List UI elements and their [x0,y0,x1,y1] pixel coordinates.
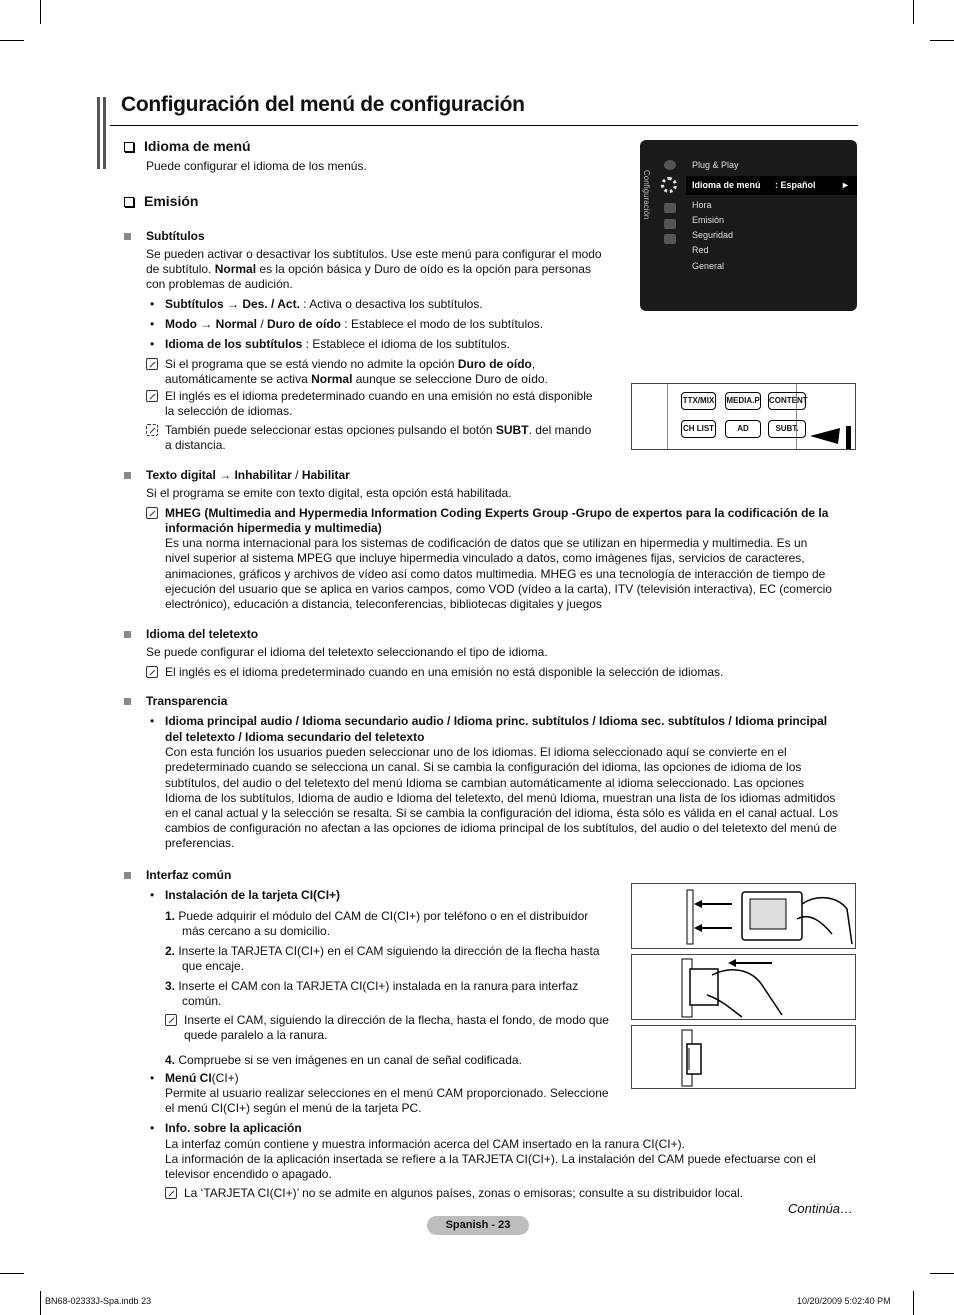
note-icon [165,1187,177,1199]
subtitles-bullet: Subtítulos → Des. / Act. : Activa o desactiva los subtítulos. [165,297,483,311]
continued-label: Continúa… [788,1201,854,1216]
section-heading-broadcast: Emisión [124,193,198,209]
note-icon [146,390,158,402]
pointer-arrow-icon [810,424,855,450]
gear-icon [661,177,677,193]
note-icon [146,666,158,678]
print-date: 10/20/2009 5:02:40 PM [797,1296,891,1306]
input-icon [664,203,676,213]
support-icon [664,234,676,244]
cam-installed-illustration [631,1025,856,1089]
section-heading-menu-language: Idioma de menú [124,138,251,154]
application-icon [664,219,676,229]
remote-control-illustration: TTX/MIX MEDIA.P CONTENT CH LIST AD SUBT. [631,383,856,450]
remote-tip-icon [146,424,158,436]
digital-text-heading: Texto digital → Inhabilitar / Habilitar [146,468,350,482]
file-info: BN68-02333J-Spa.indb 23 [45,1296,152,1306]
title-divider [110,125,858,126]
arrow-right-icon: ► [841,180,850,190]
note-icon [146,358,158,370]
common-interface-heading: Interfaz común [146,868,232,882]
page-title: Configuración del menú de configuración [121,93,525,116]
ci-card-insert-illustration [631,883,856,949]
mode-bullet: Modo → Normal / Duro de oído : Establece el modo de los subtítulos. [165,317,544,331]
note-icon [165,1014,177,1026]
subtitles-heading: Subtítulos [146,229,205,243]
transparency-heading: Transparencia [146,694,228,708]
subtitle-language-bullet: Idioma de los subtítulos : Establece el idioma de los subtítulos. [165,337,510,351]
page-number-badge: Spanish - 23 [427,1216,529,1235]
note-icon [146,507,158,519]
menu-language-text: Puede configurar el idioma de los menús. [146,159,367,173]
menu-side-label: Configuración [642,170,651,220]
teletext-heading: Idioma del teletexto [146,627,259,641]
tv-setup-menu: Configuración Plug & Play Idioma de menú : Español ► Hora Emisión Seguridad Red General [640,140,857,311]
cam-insert-illustration [631,954,856,1020]
plug-play-icon [664,160,676,170]
